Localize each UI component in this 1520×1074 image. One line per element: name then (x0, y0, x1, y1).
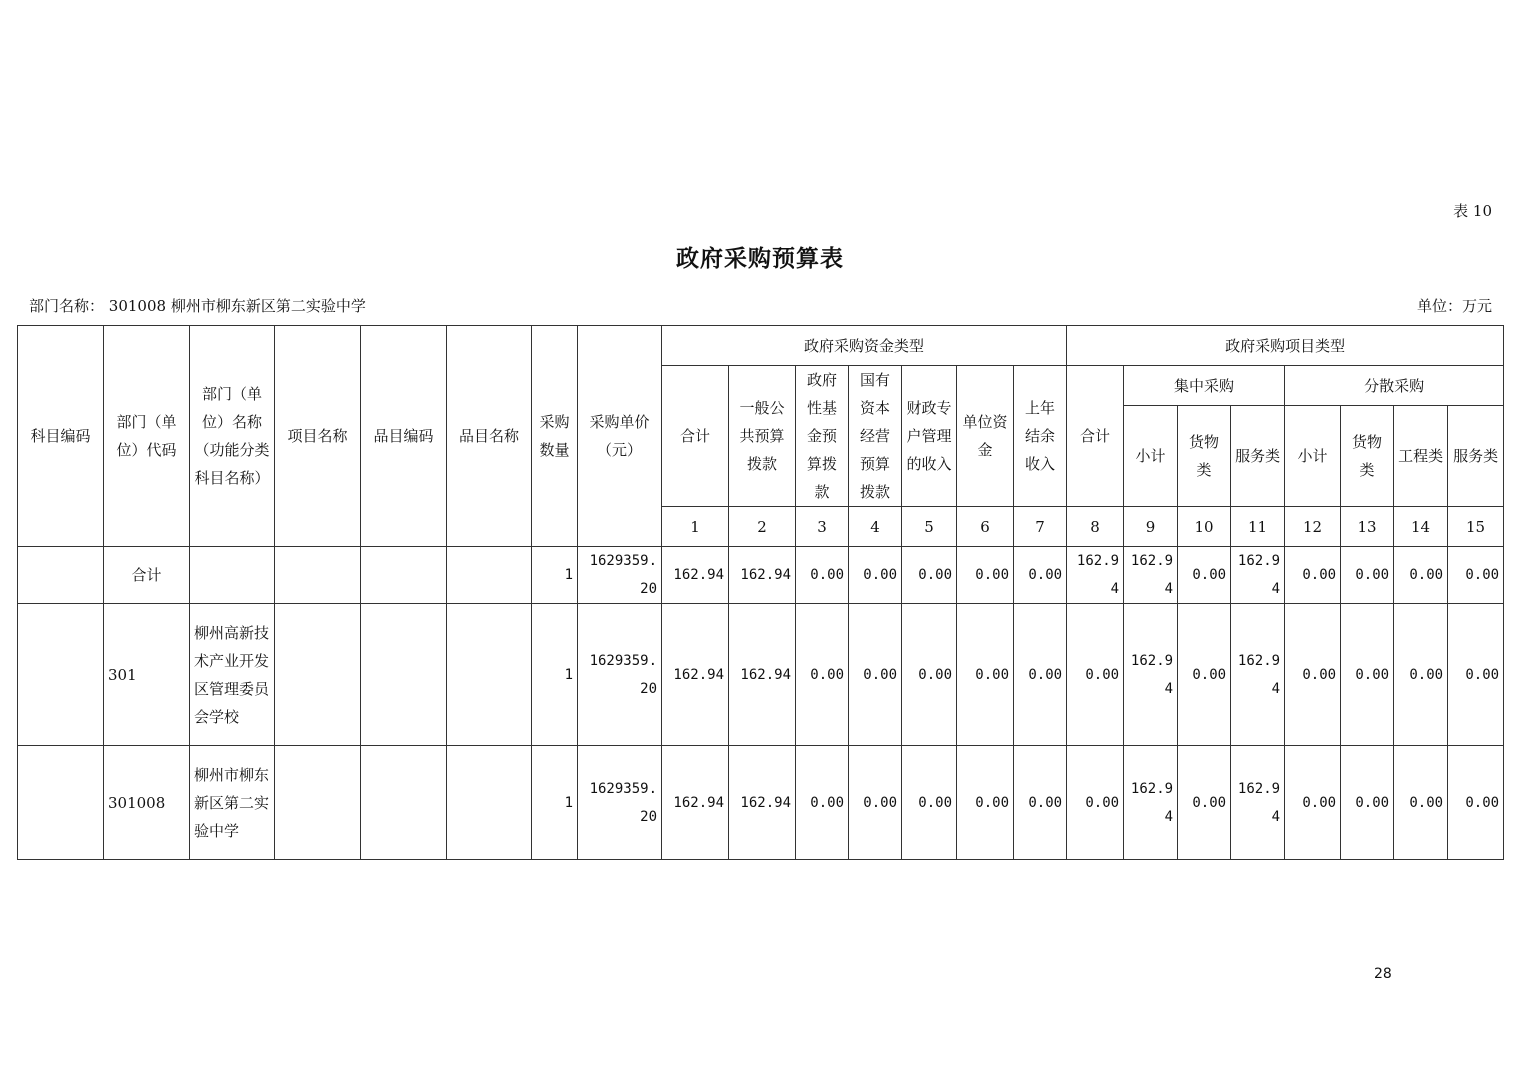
col-item-code: 品目编码 (361, 326, 447, 547)
col-number: 5 (902, 507, 957, 547)
cell-value: 0.00 (1341, 604, 1394, 746)
cell-value: 0.00 (849, 746, 902, 860)
cell-item-code (361, 604, 447, 746)
col-fiscal-special: 财政专户管理的收入 (902, 366, 957, 507)
cell-subject-code (18, 547, 104, 604)
cell-value: 0.00 (1285, 746, 1341, 860)
header-row-1 (18, 326, 1504, 366)
col-number: 9 (1124, 507, 1178, 547)
col-number: 8 (1067, 507, 1124, 547)
col-number: 7 (1014, 507, 1067, 547)
col-dispersed-subtotal: 小计 (1285, 406, 1341, 507)
cell-value: 162.94 (1231, 746, 1285, 860)
cell-subject-code (18, 604, 104, 746)
cell-value: 0.00 (1394, 604, 1448, 746)
cell-unit-price: 1629359.20 (578, 604, 662, 746)
cell-value: 162.94 (729, 604, 796, 746)
cell-dept-name: 柳州高新技术产业开发区管理委员会学校 (190, 604, 275, 746)
col-dispersed-service: 服务类 (1448, 406, 1504, 507)
cell-value: 0.00 (1448, 604, 1504, 746)
cell-value: 0.00 (796, 604, 849, 746)
cell-value: 0.00 (796, 746, 849, 860)
group-central: 集中采购 (1124, 366, 1285, 406)
cell-value: 0.00 (1448, 547, 1504, 604)
cell-value: 0.00 (1178, 746, 1231, 860)
cell-unit-price: 1629359.20 (578, 746, 662, 860)
col-project-name: 项目名称 (275, 326, 361, 547)
cell-value: 0.00 (1178, 604, 1231, 746)
cell-item-name (447, 547, 532, 604)
group-dispersed: 分散采购 (1285, 366, 1504, 406)
cell-value: 162.94 (662, 604, 729, 746)
col-number: 6 (957, 507, 1014, 547)
cell-value: 162.94 (1124, 547, 1178, 604)
cell-quantity: 1 (532, 604, 578, 746)
cell-value: 0.00 (1285, 604, 1341, 746)
cell-value: 0.00 (1285, 547, 1341, 604)
col-number: 2 (729, 507, 796, 547)
cell-project-name (275, 746, 361, 860)
cell-project-name (275, 604, 361, 746)
col-gov-fund: 政府性基金预算拨款 (796, 366, 849, 507)
cell-value: 162.94 (729, 547, 796, 604)
col-number: 13 (1341, 507, 1394, 547)
cell-value: 162.94 (1231, 547, 1285, 604)
cell-value: 162.94 (1124, 746, 1178, 860)
department-line (29, 295, 366, 316)
col-subject-code: 科目编码 (18, 326, 104, 547)
cell-value: 162.94 (729, 746, 796, 860)
col-dept-code: 部门（单位）代码 (104, 326, 190, 547)
col-number: 11 (1231, 507, 1285, 547)
department-value: 301008 柳州市柳东新区第二实验中学 (108, 297, 366, 315)
cell-value: 0.00 (1394, 547, 1448, 604)
col-number: 10 (1178, 507, 1231, 547)
col-item-name: 品目名称 (447, 326, 532, 547)
cell-unit-price: 1629359.20 (578, 547, 662, 604)
group-fund-type: 政府采购资金类型 (662, 326, 1067, 366)
procurement-budget-table (17, 325, 1504, 860)
cell-value: 162.94 (1124, 604, 1178, 746)
cell-item-name (447, 746, 532, 860)
cell-value: 0.00 (796, 547, 849, 604)
cell-value: 0.00 (1394, 746, 1448, 860)
col-last-year-balance: 上年结余收入 (1014, 366, 1067, 507)
col-number: 1 (662, 507, 729, 547)
cell-quantity: 1 (532, 547, 578, 604)
page-title: 政府采购预算表 (676, 245, 844, 272)
cell-item-code (361, 547, 447, 604)
cell-project-name (275, 547, 361, 604)
cell-value: 162.94 (1067, 547, 1124, 604)
col-dept-name: 部门（单位）名称（功能分类科目名称） (190, 326, 275, 547)
page-number: 28 (1374, 966, 1392, 982)
cell-value: 0.00 (957, 746, 1014, 860)
table-row (18, 604, 1504, 746)
cell-value: 0.00 (1014, 547, 1067, 604)
cell-value: 0.00 (1014, 746, 1067, 860)
col-proj-total: 合计 (1067, 366, 1124, 507)
cell-item-name (447, 604, 532, 746)
cell-value: 162.94 (662, 547, 729, 604)
col-number: 15 (1448, 507, 1504, 547)
table-row (18, 746, 1504, 860)
cell-quantity: 1 (532, 746, 578, 860)
col-unit-price: 采购单价（元） (578, 326, 662, 547)
col-state-capital: 国有资本经营预算拨款 (849, 366, 902, 507)
cell-dept-code: 301008 (104, 746, 190, 860)
table-number: 表 10 (1453, 202, 1492, 220)
cell-value: 0.00 (1448, 746, 1504, 860)
col-number: 3 (796, 507, 849, 547)
cell-value: 0.00 (902, 547, 957, 604)
cell-value: 0.00 (849, 604, 902, 746)
department-label: 部门名称： (29, 297, 105, 315)
cell-value: 0.00 (1341, 746, 1394, 860)
cell-value: 0.00 (957, 547, 1014, 604)
col-number: 12 (1285, 507, 1341, 547)
col-unit-fund: 单位资金 (957, 366, 1014, 507)
col-fund-total: 合计 (662, 366, 729, 507)
cell-value: 0.00 (1067, 746, 1124, 860)
cell-item-code (361, 746, 447, 860)
cell-dept-name (190, 547, 275, 604)
col-dispersed-goods: 货物类 (1341, 406, 1394, 507)
cell-value: 0.00 (957, 604, 1014, 746)
table-row (18, 547, 1504, 604)
cell-value: 0.00 (1178, 547, 1231, 604)
col-number: 4 (849, 507, 902, 547)
cell-dept-code: 合计 (104, 547, 190, 604)
cell-value: 0.00 (902, 604, 957, 746)
cell-value: 0.00 (1014, 604, 1067, 746)
cell-dept-name: 柳州市柳东新区第二实验中学 (190, 746, 275, 860)
cell-subject-code (18, 746, 104, 860)
col-central-service: 服务类 (1231, 406, 1285, 507)
col-quantity: 采购数量 (532, 326, 578, 547)
cell-dept-code: 301 (104, 604, 190, 746)
cell-value: 0.00 (849, 547, 902, 604)
cell-value: 0.00 (902, 746, 957, 860)
col-number: 14 (1394, 507, 1448, 547)
cell-value: 0.00 (1341, 547, 1394, 604)
col-dispersed-engineering: 工程类 (1394, 406, 1448, 507)
col-general-budget: 一般公共预算拨款 (729, 366, 796, 507)
cell-value: 162.94 (662, 746, 729, 860)
cell-value: 0.00 (1067, 604, 1124, 746)
col-central-subtotal: 小计 (1124, 406, 1178, 507)
group-project-type: 政府采购项目类型 (1067, 326, 1504, 366)
unit-label: 单位：万元 (1416, 297, 1492, 315)
col-central-goods: 货物类 (1178, 406, 1231, 507)
cell-value: 162.94 (1231, 604, 1285, 746)
